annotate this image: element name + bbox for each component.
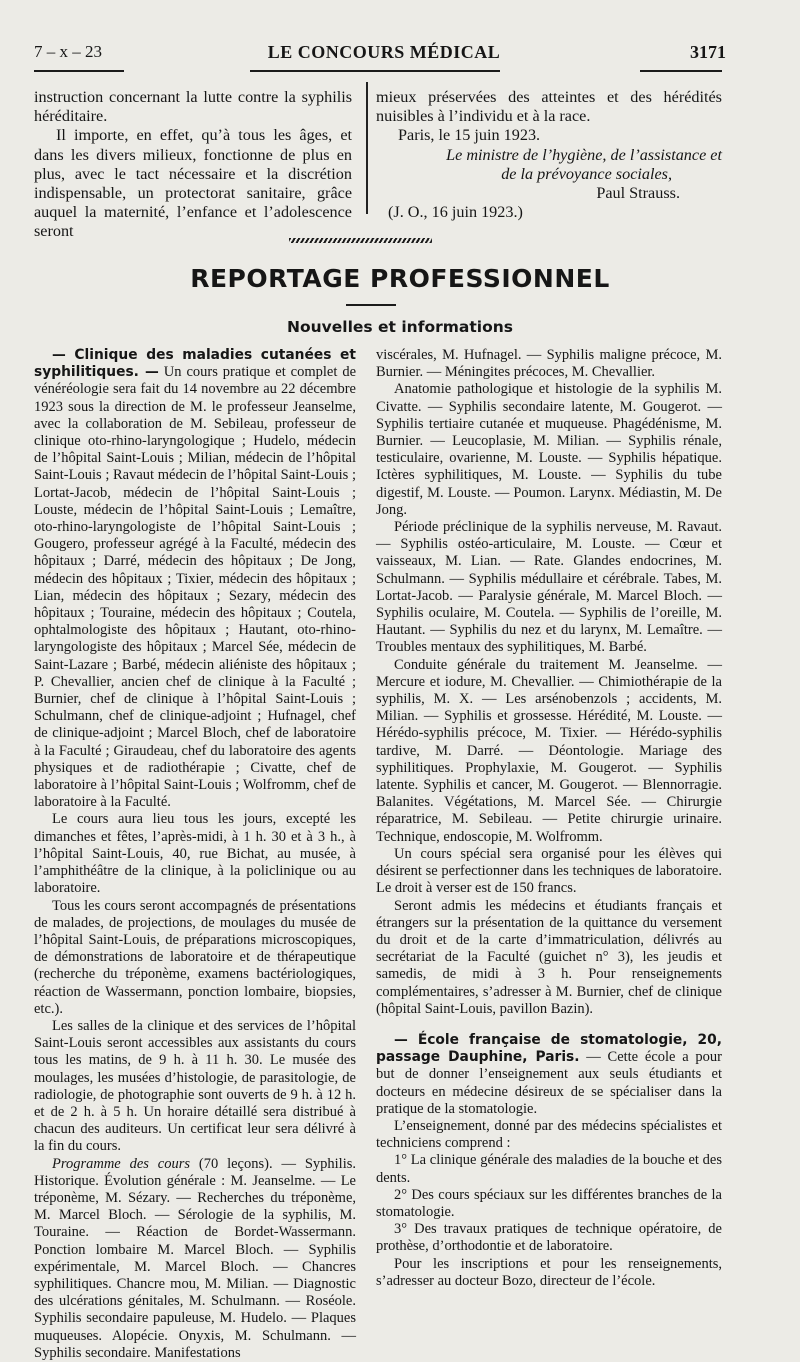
paragraph: (70 leçons). — Syphilis. Historique. Évolution générale : M. Jeanselme. — Le tréponème, M. Sézary. — Recherches du tréponème, M. Marcel Bloch. — Sérologie de la syphilis, M. Touraine. — Réaction de Bordet-Wassermann. Ponction lombaire M. Marcel Bloch. — Syphilis expérimentale, M. Marcel Bloch. — Chancres syphilitiques. Chancre mou, M. Milian. — Diagnostic des ulcérations génitales, M. Schulmann. — Roséole. Syphilis secondaire papuleuse, M. Hudelo. — Plaques muqueuses. Alopécie. Onyxis, M. Schulmann. — Syphilis secondaire. Manifestations (34, 1155, 356, 1361)
paragraph: L’enseignement, donné par des médecins spécialistes et techniciens comprend : (376, 1117, 722, 1152)
decorative-divider (289, 238, 432, 243)
paragraph: mieux préservées des atteintes et des hérédités nuisibles à l’individu et à la race. (376, 88, 722, 126)
paragraph: Le cours aura lieu tous les jours, excepté les dimanches et fêtes, l’après-midi, à 1 h. 30 et à 3 h., à l’hôpital Saint-Louis, 40, rue Bichat, au musée, à l’amphithéâtre de la clinique, à la policlinique ou au laboratoire. (34, 811, 356, 897)
journal-title: LE CONCOURS MÉDICAL (267, 42, 501, 62)
top-right-column (376, 88, 722, 222)
header-rule-left (34, 70, 124, 72)
paragraph: Un cours spécial sera organisé pour les élèves qui désirent se perfectionner dans les techniques de laboratoire. Le droit à verser est de 150 francs. (376, 845, 722, 897)
signature-name: Paul Strauss. (596, 184, 680, 203)
paragraph: viscérales, M. Hufnagel. — Syphilis maligne précoce, M. Burnier. — Méningites précoces, M. Chevallier. (376, 347, 722, 381)
section-subtitle: Nouvelles et informations (287, 318, 513, 336)
paragraph: Anatomie pathologique et histologie de la syphilis M. Civatte. — Syphilis secondaire latente, M. Gougerot. — Syphilis tertiaire cutanée et muqueuse. Phagédénisme, M. Burnier. — Leucoplasie, M. Milian. — Syphilis rénale, testiculaire, ovarienne, M. Louste. — Syphilis hépatique. Ictères syphilitiques, M. Louste. — Syphilis du tube digestif, M. Louste. — Poumon. Larynx. Médiastin, M. De Jong. (376, 381, 722, 518)
paragraph: Tous les cours seront accompagnés de présentations de malades, de projections, de moulages du musée de l’hôpital Saint-Louis, de préparations microscopiques, de démonstrations de laboratoire et de thérapeutique (recherche du tréponème, examens bactériologiques, réaction de Wassermann, ponction lombaire, biopsies, etc.). (34, 897, 356, 1017)
paragraph: — Cette école a pour but de donner l’enseignement aux seuls étudiants et docteurs en médecine désireux de se spécialiser dans la pratique de la stomatologie. (376, 1049, 722, 1117)
list-item: 1° La clinique générale des maladies de la bouche et des dents. (376, 1152, 722, 1186)
paragraph: instruction concernant la lutte contre la syphilis héréditaire. (34, 88, 352, 126)
paragraph: Il importe, en effet, qu’à tous les âges, et dans les divers milieux, fonctionne de plus en plus, avec le tact nécessaire et la discrétion indispensable, un protectorat sanitaire, grâce auquel la maternité, l’enfance et l’adolescence seront (34, 126, 352, 241)
page-number: 3171 (690, 42, 726, 62)
top-left-column (34, 88, 352, 242)
paragraph: Les salles de la clinique et des services de l’hôpital Saint-Louis seront accessibles aux assistants du cours tous les matins, de 9 h. à 11 h. 30. Le musée des moulages, les musées d’histologie, de parasitologie, de radiologie, de photographie sont ouverts de 9 h. à 12 h. et de 2 h. à 5 h. Un horaire détaillé sera distribué à chacun des auditeurs. Un certificat leur sera délivré à la fin du cours. (34, 1017, 356, 1155)
program-heading: Programme des cours (52, 1155, 191, 1172)
right-article-column (376, 347, 722, 1290)
issue-number: 7 – x – 23 (34, 42, 102, 61)
list-item: 3° Des travaux pratiques de technique opératoire, de prothèse, d’orthodontie et de laboratoire. (376, 1221, 722, 1255)
section-title: REPORTAGE PROFESSIONNEL (190, 264, 610, 293)
list-item: 2° Des cours spéciaux sur les différentes branches de la stomatologie. (376, 1186, 722, 1220)
place-date: Paris, le 15 juin 1923. (398, 126, 541, 145)
page-header (34, 42, 734, 68)
article-heading: — Clinique des maladies cutanées et syphilitiques. — (34, 347, 356, 381)
paragraph: Un cours pratique et complet de vénéréologie sera fait du 14 novembre au 22 décembre 1923 sous la direction de M. le professeur Jeanselme, avec la collaboration de M. Sebileau, professeur de clinique oto-rhino-laryngologique ; Hudelo, médecin de l’hôpital Saint-Louis ; Milian, médecin de l’hôpital Saint-Louis ; Ravaut médecin de l’hôpital Saint-Louis ; Lortat-Jacob, médecin de l’hôpital Saint-Louis ; Louste, médecin de l’hôpital Saint-Louis ; Lemaître, oto-rhino-laryngologiste de l’hôpital Saint-Louis ; Gougero, professeur agrégé à la Faculté, médecin des hôpitaux ; Darré, médecin des hôpitaux ; De Jong, médecin des hôpitaux ; Tixier, médecin des hôpitaux ; Lian, médecin des hôpitaux ; Sezary, médecin des hôpitaux ; Touraine, médecin des hôpitaux ; Coutela, ophtalmologiste des hôpitaux ; Hautant, oto-rhino-laryngologiste des hôpitaux ; Marcel Sée, médecin de Saint-Lazare ; Barbé, médecin aliéniste des hôpitaux ; P. Chevallier, ancien chef de clinique à la Faculté ; Burnier, chef de clinique à l’hôpital Saint-Louis ; Schulmann, chef de clinique-adjoint ; Hufnagel, chef de clinique-adjoint ; Marcel Bloch, chef de laboratoire à la Faculté ; Giraudeau, chef du laboratoire des agents physiques et de radiothérapie ; Civatte, chef de laboratoire à l’hôpital Saint-Louis ; Wolfromm, chef de laboratoire à la Faculté. (34, 364, 357, 811)
signature-line: de la prévoyance sociales, (501, 164, 672, 183)
header-rule-center (250, 70, 500, 72)
title-rule (346, 304, 396, 306)
paragraph: Conduite générale du traitement M. Jeanselme. — Mercure et iodure, M. Chevallier. — Chimiothérapie de la syphilis, M. X. — Les arsénobenzols ; accidents, M. Milian. — Syphilis et grossesse. Hérédité, M. Louste. — Hérédo-syphilis précoce, M. Tixier. — Hérédo-syphilis tardive, M. Darré. — Déontologie. Mariage des syphilitiques. Prophylaxie, M. Gougerot. — Syphilis latente. Syphilis et cancer, M. Gougerot. — Blennorragie. Balanites. Végétations, M. Marcel Sée. — Chirurgie réparatrice, M. Sebileau. — Petite chirurgie urinaire. Technique, endoscopie, M. Wolfromm. (376, 656, 722, 845)
paragraph: Pour les inscriptions et pour les renseignements, s’adresser au docteur Bozo, directeur de l’école. (376, 1255, 722, 1289)
header-rule-right (640, 70, 722, 72)
article-heading: — École française de stomatologie, 20, passage Dauphine, Paris. (376, 1031, 722, 1066)
paragraph: Seront admis les médecins et étudiants français et étrangers sur la présentation de la quittance du versement du droit et de la carte d’immatriculation, délivrés au secrétariat de la Faculté (guichet n° 3), les jeudis et samedis, de midi à 3 h. Pour renseignements complémentaires, s’adresser à M. Burnier, chef de clinique (hôpital Saint-Louis, pavillon Bazin). (376, 897, 722, 1017)
paragraph: Période préclinique de la syphilis nerveuse, M. Ravaut. — Syphilis ostéo-articulaire, M. Louste. — Cœur et vaisseaux, M. Lian. — Rate. Glandes endocrines, M. Schulmann. — Syphilis médullaire et cérébrale. Tabes, M. Lortat-Jacob. — Paralysie générale, M. Marcel Bloch. — Syphilis oculaire, M. Coutela. — Syphilis de l’oreille, M. Hautant. — Syphilis du nez et du larynx, M. Lemaître. — Troubles mentaux des syphilitiques, M. Barbé. (376, 519, 722, 656)
signature-line: Le ministre de l’hygiène, de l’assistance et (446, 145, 722, 164)
left-article-column (34, 347, 356, 1362)
column-divider (366, 82, 368, 214)
source-reference: (J. O., 16 juin 1923.) (388, 203, 523, 222)
